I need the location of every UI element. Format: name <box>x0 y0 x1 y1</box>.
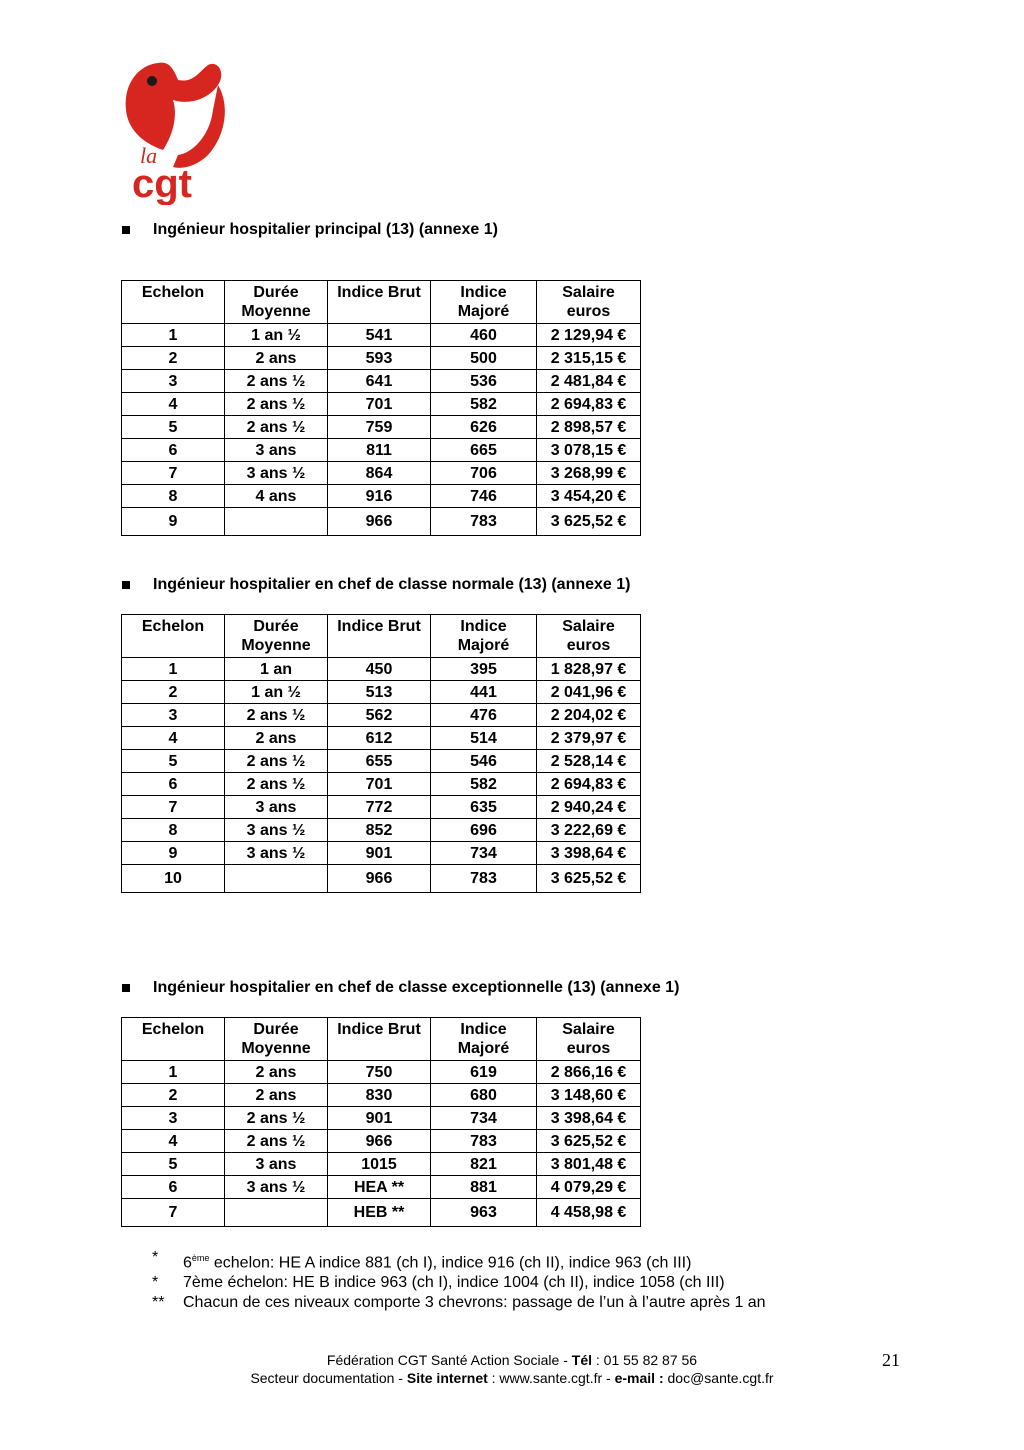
salary-table-chef-normale <box>121 614 641 893</box>
table-cell: 3 454,20 € <box>537 485 641 508</box>
column-header: Indice Majoré <box>431 281 537 324</box>
bullet-icon <box>122 984 130 992</box>
column-header: Echelon <box>122 281 225 324</box>
table-header-row <box>122 1018 641 1061</box>
section-title: Ingénieur hospitalier principal (13) (annexe 1) <box>153 221 498 238</box>
table-cell: 546 <box>431 750 537 773</box>
bullet-icon <box>122 581 130 589</box>
table-cell: 513 <box>328 681 431 704</box>
table-cell: 4 079,29 € <box>537 1176 641 1199</box>
table-row <box>122 819 641 842</box>
section-heading-1 <box>121 219 498 241</box>
column-header: Indice Brut <box>328 1018 431 1061</box>
table-cell: 2 ans <box>225 1084 328 1107</box>
footnote: * 7ème échelon: HE B indice 963 (ch I), indice 1004 (ch II), indice 1058 (ch III) <box>152 1274 725 1292</box>
salary-table-principal <box>121 280 641 536</box>
table-row <box>122 347 641 370</box>
table-cell: 901 <box>328 1107 431 1130</box>
column-header: Indice Brut <box>328 281 431 324</box>
table-cell: 811 <box>328 439 431 462</box>
section-heading-2 <box>121 574 631 596</box>
section-heading-3 <box>121 977 679 999</box>
table-cell: 2 ans ½ <box>225 1130 328 1153</box>
table-cell: 562 <box>328 704 431 727</box>
table-cell: 734 <box>431 842 537 865</box>
table-cell: 2 694,83 € <box>537 773 641 796</box>
table-cell: 2 ans ½ <box>225 704 328 727</box>
table-row <box>122 658 641 681</box>
table-cell: 2 898,57 € <box>537 416 641 439</box>
table-row <box>122 1176 641 1199</box>
table-cell: 3 <box>122 704 225 727</box>
table-cell: 963 <box>431 1199 537 1227</box>
table-cell: 626 <box>431 416 537 439</box>
table-row <box>122 370 641 393</box>
table-row <box>122 324 641 347</box>
table-cell: 2 ans <box>225 347 328 370</box>
table-cell: 3 ans <box>225 1153 328 1176</box>
table-cell: 3 625,52 € <box>537 508 641 536</box>
table-cell: 476 <box>431 704 537 727</box>
table-cell: 1 828,97 € <box>537 658 641 681</box>
table-cell: 6 <box>122 773 225 796</box>
column-header: Echelon <box>122 615 225 658</box>
table-cell: 881 <box>431 1176 537 1199</box>
table-cell: 830 <box>328 1084 431 1107</box>
table-cell: 582 <box>431 773 537 796</box>
table-cell: 395 <box>431 658 537 681</box>
table-cell: 680 <box>431 1084 537 1107</box>
table-cell: 460 <box>431 324 537 347</box>
table-cell: 3 <box>122 1107 225 1130</box>
table-cell: 2 204,02 € <box>537 704 641 727</box>
table-cell: 2 ans ½ <box>225 416 328 439</box>
table-cell <box>225 1199 328 1227</box>
table-cell: 1 <box>122 1061 225 1084</box>
table-cell: 536 <box>431 370 537 393</box>
table-cell: 2 ans <box>225 727 328 750</box>
table-cell: 701 <box>328 393 431 416</box>
table-cell: 1 <box>122 658 225 681</box>
svg-text:la: la <box>140 143 158 168</box>
table-cell: 2 <box>122 347 225 370</box>
table-cell: 3 ans <box>225 796 328 819</box>
table-cell: 7 <box>122 1199 225 1227</box>
table-cell: 772 <box>328 796 431 819</box>
table-cell: 966 <box>328 1130 431 1153</box>
column-header: Echelon <box>122 1018 225 1061</box>
table-cell: 8 <box>122 485 225 508</box>
table-cell: HEB ** <box>328 1199 431 1227</box>
table-cell: 1 an <box>225 658 328 681</box>
table-cell: 783 <box>431 508 537 536</box>
table-cell: 3 801,48 € <box>537 1153 641 1176</box>
table-cell: 759 <box>328 416 431 439</box>
bullet-icon <box>122 226 130 234</box>
table-cell: 6 <box>122 1176 225 1199</box>
table-cell: 1 <box>122 324 225 347</box>
table-cell: 2 129,94 € <box>537 324 641 347</box>
column-header: Salaire euros <box>537 1018 641 1061</box>
table-cell: 1 an ½ <box>225 324 328 347</box>
table-cell: 2 ans ½ <box>225 773 328 796</box>
table-cell: 966 <box>328 865 431 893</box>
table-cell: 5 <box>122 1153 225 1176</box>
table-cell: 2 <box>122 1084 225 1107</box>
table-cell: 3 ans ½ <box>225 819 328 842</box>
table-row <box>122 796 641 819</box>
table-cell: 701 <box>328 773 431 796</box>
table-row <box>122 1084 641 1107</box>
table-header-row <box>122 281 641 324</box>
table-row <box>122 681 641 704</box>
table-cell: 3 ans ½ <box>225 1176 328 1199</box>
footnote: * 6ème echelon: HE A indice 881 (ch I), indice 916 (ch II), indice 963 (ch III) <box>152 1249 692 1272</box>
table-cell: 641 <box>328 370 431 393</box>
table-row <box>122 704 641 727</box>
cgt-logo <box>118 55 236 205</box>
column-header: Durée Moyenne <box>225 1018 328 1061</box>
table-cell: 746 <box>431 485 537 508</box>
table-cell: 3 398,64 € <box>537 842 641 865</box>
table-cell: 2 315,15 € <box>537 347 641 370</box>
table-row <box>122 416 641 439</box>
table-cell: 2 ans <box>225 1061 328 1084</box>
table-cell: 500 <box>431 347 537 370</box>
salary-table-chef-exceptionnelle <box>121 1017 641 1227</box>
footnotes <box>152 1248 766 1313</box>
table-cell: 612 <box>328 727 431 750</box>
table-cell: 2 ans ½ <box>225 393 328 416</box>
table-cell: 5 <box>122 416 225 439</box>
page-footer: Fédération CGT Santé Action Sociale - Tél : 01 55 82 87 56 Secteur documentation - Site internet : www.sante.cgt.fr - e-mail : doc@sante.cgt.fr <box>250 1352 774 1386</box>
table-row <box>122 865 641 893</box>
table-cell: 3 078,15 € <box>537 439 641 462</box>
table-cell: 2 041,96 € <box>537 681 641 704</box>
table-cell: 3 398,64 € <box>537 1107 641 1130</box>
table-cell: 821 <box>431 1153 537 1176</box>
table-cell: 3 268,99 € <box>537 462 641 485</box>
svg-text:cgt: cgt <box>132 162 192 205</box>
table-cell: 635 <box>431 796 537 819</box>
table-cell: 2 ans ½ <box>225 1107 328 1130</box>
footnote: ** Chacun de ces niveaux comporte 3 chevrons: passage de l’un à l’autre après 1 an <box>152 1294 766 1312</box>
column-header: Indice Majoré <box>431 615 537 658</box>
table-cell: 783 <box>431 1130 537 1153</box>
table-cell: 9 <box>122 842 225 865</box>
table-cell: 665 <box>431 439 537 462</box>
table-cell <box>225 508 328 536</box>
table-cell: 2 <box>122 681 225 704</box>
column-header: Indice Majoré <box>431 1018 537 1061</box>
table-cell: 706 <box>431 462 537 485</box>
table-row <box>122 462 641 485</box>
section-title: Ingénieur hospitalier en chef de classe normale (13) (annexe 1) <box>153 576 631 593</box>
column-header: Salaire euros <box>537 615 641 658</box>
table-cell: 2 379,97 € <box>537 727 641 750</box>
table-header-row <box>122 615 641 658</box>
table-row <box>122 1153 641 1176</box>
table-cell: 4 <box>122 393 225 416</box>
table-cell: 10 <box>122 865 225 893</box>
table-cell: 852 <box>328 819 431 842</box>
table-cell <box>225 865 328 893</box>
column-header: Salaire euros <box>537 281 641 324</box>
table-cell: 2 481,84 € <box>537 370 641 393</box>
table-row <box>122 1199 641 1227</box>
table-cell: 3 625,52 € <box>537 1130 641 1153</box>
table-row <box>122 393 641 416</box>
table-row <box>122 485 641 508</box>
table-cell: 4 458,98 € <box>537 1199 641 1227</box>
table-cell: 4 ans <box>225 485 328 508</box>
column-header: Durée Moyenne <box>225 281 328 324</box>
table-cell: 582 <box>431 393 537 416</box>
table-cell: 2 ans ½ <box>225 370 328 393</box>
table-cell: 5 <box>122 750 225 773</box>
table-cell: 441 <box>431 681 537 704</box>
table-cell: 7 <box>122 462 225 485</box>
table-cell: 3 <box>122 370 225 393</box>
table-cell: 2 528,14 € <box>537 750 641 773</box>
table-cell: 966 <box>328 508 431 536</box>
table-row <box>122 727 641 750</box>
table-cell: 3 625,52 € <box>537 865 641 893</box>
table-cell: 6 <box>122 439 225 462</box>
table-cell: 1 an ½ <box>225 681 328 704</box>
table-row <box>122 1107 641 1130</box>
section-title: Ingénieur hospitalier en chef de classe exceptionnelle (13) (annexe 1) <box>153 979 680 996</box>
table-cell: 3 ans <box>225 439 328 462</box>
table-cell: 3 222,69 € <box>537 819 641 842</box>
table-cell: 3 ans ½ <box>225 462 328 485</box>
page-number: 21 <box>882 1350 900 1370</box>
table-cell: 2 940,24 € <box>537 796 641 819</box>
table-row <box>122 439 641 462</box>
table-cell: 864 <box>328 462 431 485</box>
table-cell: 2 ans ½ <box>225 750 328 773</box>
table-row <box>122 508 641 536</box>
table-cell: 4 <box>122 727 225 750</box>
table-row <box>122 773 641 796</box>
table-cell: HEA ** <box>328 1176 431 1199</box>
table-cell: 450 <box>328 658 431 681</box>
table-cell: 4 <box>122 1130 225 1153</box>
table-cell: 2 866,16 € <box>537 1061 641 1084</box>
table-cell: 696 <box>431 819 537 842</box>
table-cell: 750 <box>328 1061 431 1084</box>
table-row <box>122 842 641 865</box>
table-row <box>122 1061 641 1084</box>
column-header: Durée Moyenne <box>225 615 328 658</box>
table-cell: 541 <box>328 324 431 347</box>
table-row <box>122 1130 641 1153</box>
table-cell: 619 <box>431 1061 537 1084</box>
table-cell: 901 <box>328 842 431 865</box>
table-row <box>122 750 641 773</box>
table-cell: 8 <box>122 819 225 842</box>
table-cell: 1015 <box>328 1153 431 1176</box>
table-cell: 7 <box>122 796 225 819</box>
table-cell: 783 <box>431 865 537 893</box>
table-cell: 9 <box>122 508 225 536</box>
table-cell: 2 694,83 € <box>537 393 641 416</box>
table-cell: 734 <box>431 1107 537 1130</box>
table-cell: 3 ans ½ <box>225 842 328 865</box>
table-cell: 916 <box>328 485 431 508</box>
column-header: Indice Brut <box>328 615 431 658</box>
table-cell: 593 <box>328 347 431 370</box>
table-cell: 655 <box>328 750 431 773</box>
table-cell: 3 148,60 € <box>537 1084 641 1107</box>
table-cell: 514 <box>431 727 537 750</box>
